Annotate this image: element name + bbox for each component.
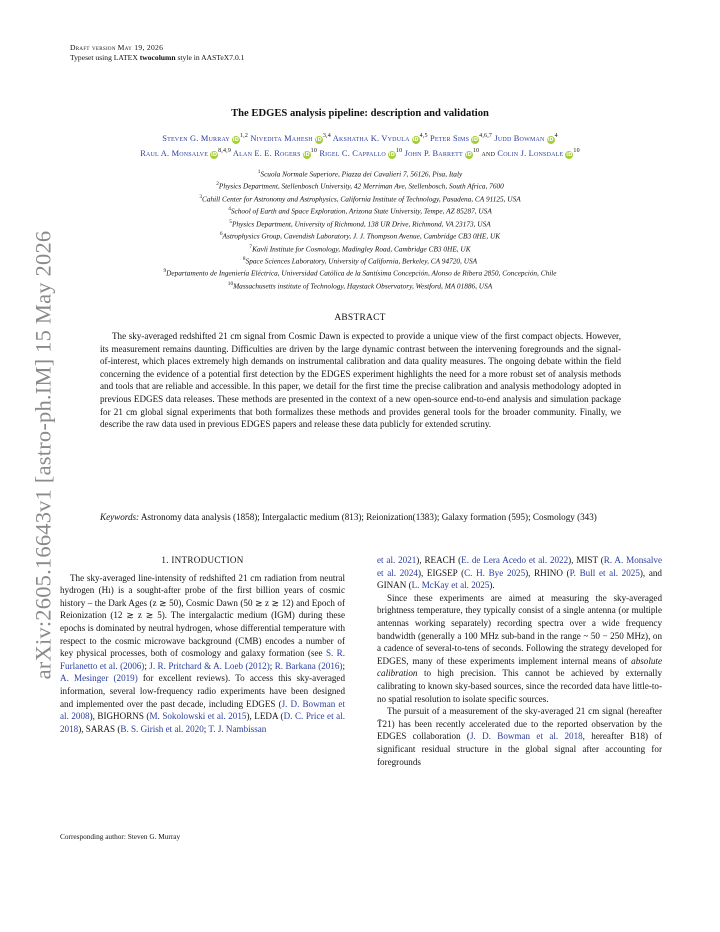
orcid-icon[interactable]: iD bbox=[412, 136, 419, 143]
keywords bbox=[100, 511, 671, 524]
citation-link[interactable]: A. Mesinger (2019) bbox=[60, 673, 138, 684]
intro-paragraph-3 bbox=[377, 705, 662, 768]
author bbox=[319, 149, 402, 158]
affiliation-number: 9 bbox=[163, 268, 167, 275]
affiliation bbox=[60, 279, 660, 291]
affiliation-number: 10 bbox=[227, 280, 234, 287]
citation-link[interactable]: L. McKay et al. 2025 bbox=[411, 580, 490, 591]
body-text: ), LEDA ( bbox=[246, 711, 284, 722]
intro-paragraph-1 bbox=[60, 572, 345, 736]
citation-link[interactable]: M. Sokolowski et al. 2015 bbox=[149, 711, 247, 722]
affiliation-text: Physics Department, Stellenbosch University, 42 Merriman Ave, Stellenbosch, South Africa, 7600 bbox=[218, 181, 504, 191]
author-affiliation-marks: 8,4,9 bbox=[218, 147, 232, 154]
affiliation-number: 8 bbox=[242, 255, 246, 262]
author bbox=[497, 149, 579, 158]
body-text: ), and GINAN ( bbox=[377, 567, 662, 591]
citation-link[interactable]: D. C. Price et al. 2018 bbox=[60, 711, 345, 734]
author-list bbox=[60, 130, 660, 160]
author-affiliation-marks: 4 bbox=[554, 133, 558, 139]
orcid-icon[interactable]: iD bbox=[232, 136, 240, 143]
paper-title: The EDGES analysis pipeline: description and validation bbox=[231, 108, 489, 119]
citation-link[interactable]: C. H. Bye 2025 bbox=[464, 567, 526, 578]
body-text: ), SARAS ( bbox=[78, 723, 121, 734]
citation-link[interactable]: P. Bull et al. 2025 bbox=[569, 567, 640, 578]
affiliation-text: Massachusetts institute of Technology, Haystack Observatory, Westford, MA 01886, USA bbox=[233, 281, 493, 291]
affiliation-text: Cahill Center for Astronomy and Astrophysics, California Institute of Technology, Pasadena, CA 91125, USA bbox=[201, 194, 521, 204]
typeset-suffix: style in AASTeX7.0.1 bbox=[175, 53, 245, 62]
author bbox=[494, 134, 557, 143]
orcid-icon[interactable]: iD bbox=[566, 151, 573, 158]
affiliation-number: 5 bbox=[229, 218, 232, 225]
affiliation-text: Space Sciences Laboratory, University of California, Berkeley, CA 94720, USA bbox=[245, 256, 478, 266]
author-affiliation-marks: 4,5 bbox=[419, 133, 428, 139]
affiliation-text: Departamento de Ingeniería Eléctrica, Universidad Católica de la Santísima Concepción, Alonso de Ribera 2850, Concepción, Chile bbox=[166, 268, 557, 278]
author-name[interactable]: Judd Bowman bbox=[494, 133, 545, 143]
citation-link[interactable]: et al. 2021 bbox=[377, 555, 417, 565]
abstract-text: The sky-averaged redshifted 21 cm signal from Cosmic Dawn is expected to provide a unique view of the first compact objects. However, its measurement remains daunting. Difficulties are driven by the large dynamic contrast between the intervening foregrounds and the signal-of-interest, which places extremely high demands on instrumental calibration and data quality measures. The ongoing debate within the field concerning the evidence of a potential first detection by the EDGES experiment highlights the need for a more robust set of analysis methods and tools that are reliable and accessible. In this paper, we detail for the first time the precise calibration and analysis methodology adopted in previous EDGES data releases. These methods are presented in the context of a new open-source end-to-end analysis and simulation package for 21 cm global signal experiments that both formalizes these methods and provides general tools for the broader community. Finally, we describe the raw data used in previous EDGES papers and release these data publicly for extended scrutiny. bbox=[100, 331, 621, 430]
orcid-icon[interactable]: iD bbox=[315, 136, 322, 143]
citation-link[interactable]: R. A. Monsalve et al. 2024 bbox=[377, 555, 662, 578]
body-text: , hereafter B18) of significant residual structure in the global signal after accounting for foregrounds bbox=[377, 731, 662, 767]
body-text: ; bbox=[203, 723, 209, 734]
author-name[interactable]: Rigel C. Cappallo bbox=[319, 148, 386, 158]
affiliation-list bbox=[60, 167, 660, 291]
affiliation-number: 7 bbox=[249, 243, 253, 250]
author bbox=[333, 134, 428, 143]
body-text: for excellent reviews). To access this sky-averaged information, several low-frequency radio experiments have been designed and implemented over the past decade, including EDGES ( bbox=[60, 673, 345, 709]
body-text: ; bbox=[144, 660, 150, 671]
body-text: ), RHINO ( bbox=[525, 567, 570, 578]
orcid-icon[interactable]: iD bbox=[388, 151, 396, 158]
draft-label: Draft version bbox=[70, 43, 116, 52]
citation-link[interactable]: E. de Lera Acedo et al. 2022 bbox=[461, 555, 569, 565]
author-name[interactable]: Akshatha K. Vydula bbox=[332, 133, 410, 143]
author bbox=[430, 134, 492, 143]
orcid-icon[interactable]: iD bbox=[210, 151, 218, 158]
left-column bbox=[60, 554, 345, 735]
keywords-text: Astronomy data analysis (1858); Intergalactic medium (813); Reionization(1383); Galaxy formation (595); Cosmology (343) bbox=[140, 512, 597, 522]
author-affiliation-marks: 10 bbox=[472, 147, 480, 154]
emphasis-text: absolute calibration bbox=[377, 655, 662, 679]
affiliation-number: 1 bbox=[257, 169, 261, 175]
body-text: ), REACH ( bbox=[416, 555, 462, 565]
author bbox=[250, 134, 331, 143]
affiliation-text: Astrophysics Group, Cavendish Laboratory, J. J. Thompson Avenue, Cambridge CB3 0HE, UK bbox=[222, 231, 501, 241]
body-text: Since these experiments are aimed at measuring the sky-averaged brightness temperature, they typically consist of a single antenna (or multiple antennas working separately) recording spectra over a wide frequency bandwidth (generally a 100 MHz sub-band in the range ~ 50 − 250 MHz), on a cadence of several-to-tens of seconds. Following the strategy developed for EDGES, many of these experiments implement internal means of bbox=[377, 592, 662, 666]
typeset-prefix: Typeset using bbox=[70, 53, 114, 62]
body-text: ), BIGHORNS ( bbox=[89, 711, 150, 722]
body-text: The sky-averaged line-intensity of redshifted 21 cm radiation from neutral hydrogen (Hı) is a sought-after probe of the first billion years of cosmic history – the Dark Ages (z ≳ 50), Cosmic Dawn (50 ≳ z ≳ 12) and Epoch of Reionization (12 ≳ z ≳ 5). The intergalactic medium (IGM) during these epochs is dominated by neutral hydrogen, whose differential temperature with respect to the cosmic microwave background (CMB) encodes a number of key physical processes, both of cosmology and galaxy formation (see bbox=[60, 572, 345, 659]
affiliation bbox=[60, 167, 660, 179]
author-affiliation-marks: 3,4 bbox=[322, 133, 331, 139]
orcid-icon[interactable]: iD bbox=[465, 151, 472, 158]
right-column bbox=[377, 554, 662, 768]
affiliation-text: Scuola Normale Superiore, Piazza dei Cavalieri 7, 56126, Pisa, Italy bbox=[260, 169, 463, 179]
affiliation bbox=[60, 179, 660, 191]
author bbox=[405, 149, 480, 158]
citation-link[interactable]: B. S. Girish et al. 2020 bbox=[120, 723, 204, 734]
author-name[interactable]: Alan E. E. Rogers bbox=[232, 148, 301, 158]
draft-header bbox=[70, 43, 244, 63]
author bbox=[140, 149, 231, 158]
citation-link[interactable]: T. J. Nambissan bbox=[208, 723, 267, 734]
author bbox=[162, 134, 248, 143]
author-name[interactable]: Nivedita Mahesh bbox=[250, 133, 313, 143]
arxiv-side-stamp bbox=[21, 230, 65, 680]
affiliation-text: School of Earth and Space Exploration, Arizona State University, Tempe, AZ 85287, USA bbox=[230, 206, 492, 216]
keywords-label: Keywords: bbox=[100, 512, 140, 522]
intro-paragraph-1-continued bbox=[377, 554, 662, 592]
affiliation bbox=[60, 266, 660, 278]
affiliation-text: Physics Department, University of Richmond, 138 UR Drive, Richmond, VA 23173, USA bbox=[231, 219, 491, 229]
affiliation bbox=[60, 204, 660, 216]
authors-and: and bbox=[479, 148, 498, 158]
author-affiliation-marks: 10 bbox=[573, 147, 580, 154]
affiliation-number: 4 bbox=[228, 206, 231, 213]
author-affiliation-marks: 10 bbox=[310, 147, 318, 154]
affiliation bbox=[60, 254, 660, 266]
intro-paragraph-2 bbox=[377, 592, 662, 705]
author-name[interactable]: Steven G. Murray bbox=[162, 133, 230, 143]
author-name[interactable]: Raul A. Monsalve bbox=[140, 148, 209, 158]
author bbox=[233, 149, 317, 158]
author-affiliation-marks: 10 bbox=[395, 147, 403, 154]
affiliation-number: 3 bbox=[199, 193, 202, 200]
typeset-style: twocolumn bbox=[139, 53, 176, 62]
orcid-icon[interactable]: iD bbox=[471, 136, 479, 143]
author-name[interactable]: Peter Sims bbox=[430, 133, 470, 143]
author-name[interactable]: Colin J. Lonsdale bbox=[497, 148, 564, 158]
body-text: ; bbox=[269, 660, 275, 671]
citation-link[interactable]: J. R. Pritchard & A. Loeb (2012) bbox=[149, 660, 270, 671]
affiliation bbox=[60, 192, 660, 204]
body-text: ; bbox=[342, 660, 345, 671]
citation-link[interactable]: S. R. Furlanetto et al. (2006) bbox=[60, 648, 345, 671]
affiliation bbox=[60, 242, 660, 254]
body-text: ), EIGSEP ( bbox=[417, 567, 465, 578]
draft-date: May 19, 2026 bbox=[117, 43, 164, 52]
arxiv-identifier[interactable]: arXiv:2605.16643v1 [astro-ph.IM] 15 May 2026 bbox=[30, 230, 55, 680]
citation-link[interactable]: J. D. Bowman et al. 2018 bbox=[469, 731, 583, 742]
abstract-heading: ABSTRACT bbox=[334, 313, 386, 323]
body-text: to high precision. This cannot be achieved by externally calibrating to known sky-based sources, since the recorded data have little-to-no spatial resolution to isolate specific sources. bbox=[377, 668, 662, 704]
affiliation-number: 2 bbox=[216, 181, 219, 188]
body-text: ), MIST ( bbox=[568, 555, 604, 565]
latex-logo: LATEX bbox=[113, 53, 138, 62]
orcid-icon[interactable]: iD bbox=[303, 151, 310, 158]
section-heading-introduction: 1. INTRODUCTION bbox=[161, 555, 244, 565]
affiliation bbox=[60, 217, 660, 229]
author-name[interactable]: John P. Barrett bbox=[404, 148, 463, 158]
affiliation-number: 6 bbox=[219, 231, 223, 238]
affiliation bbox=[60, 229, 660, 241]
affiliation-text: Kavli Institute for Cosmology, Madingley Road, Cambridge CB3 0HE, UK bbox=[252, 243, 471, 253]
author-affiliation-marks: 1,2 bbox=[239, 133, 249, 139]
body-text: ). bbox=[489, 580, 495, 591]
orcid-icon[interactable]: iD bbox=[547, 136, 554, 143]
author-affiliation-marks: 4,6,7 bbox=[479, 133, 493, 139]
body-text: The pursuit of a measurement of the sky-averaged 21 cm signal (hereafter T̄21) has been recently accelerated due to the reported observation by the EDGES collaboration ( bbox=[377, 706, 662, 742]
citation-link[interactable]: J. D. Bowman et al. 2008 bbox=[60, 698, 345, 722]
citation-link[interactable]: R. Barkana (2016) bbox=[274, 660, 343, 671]
corresponding-author-footnote: Corresponding author: Steven G. Murray bbox=[60, 832, 181, 841]
